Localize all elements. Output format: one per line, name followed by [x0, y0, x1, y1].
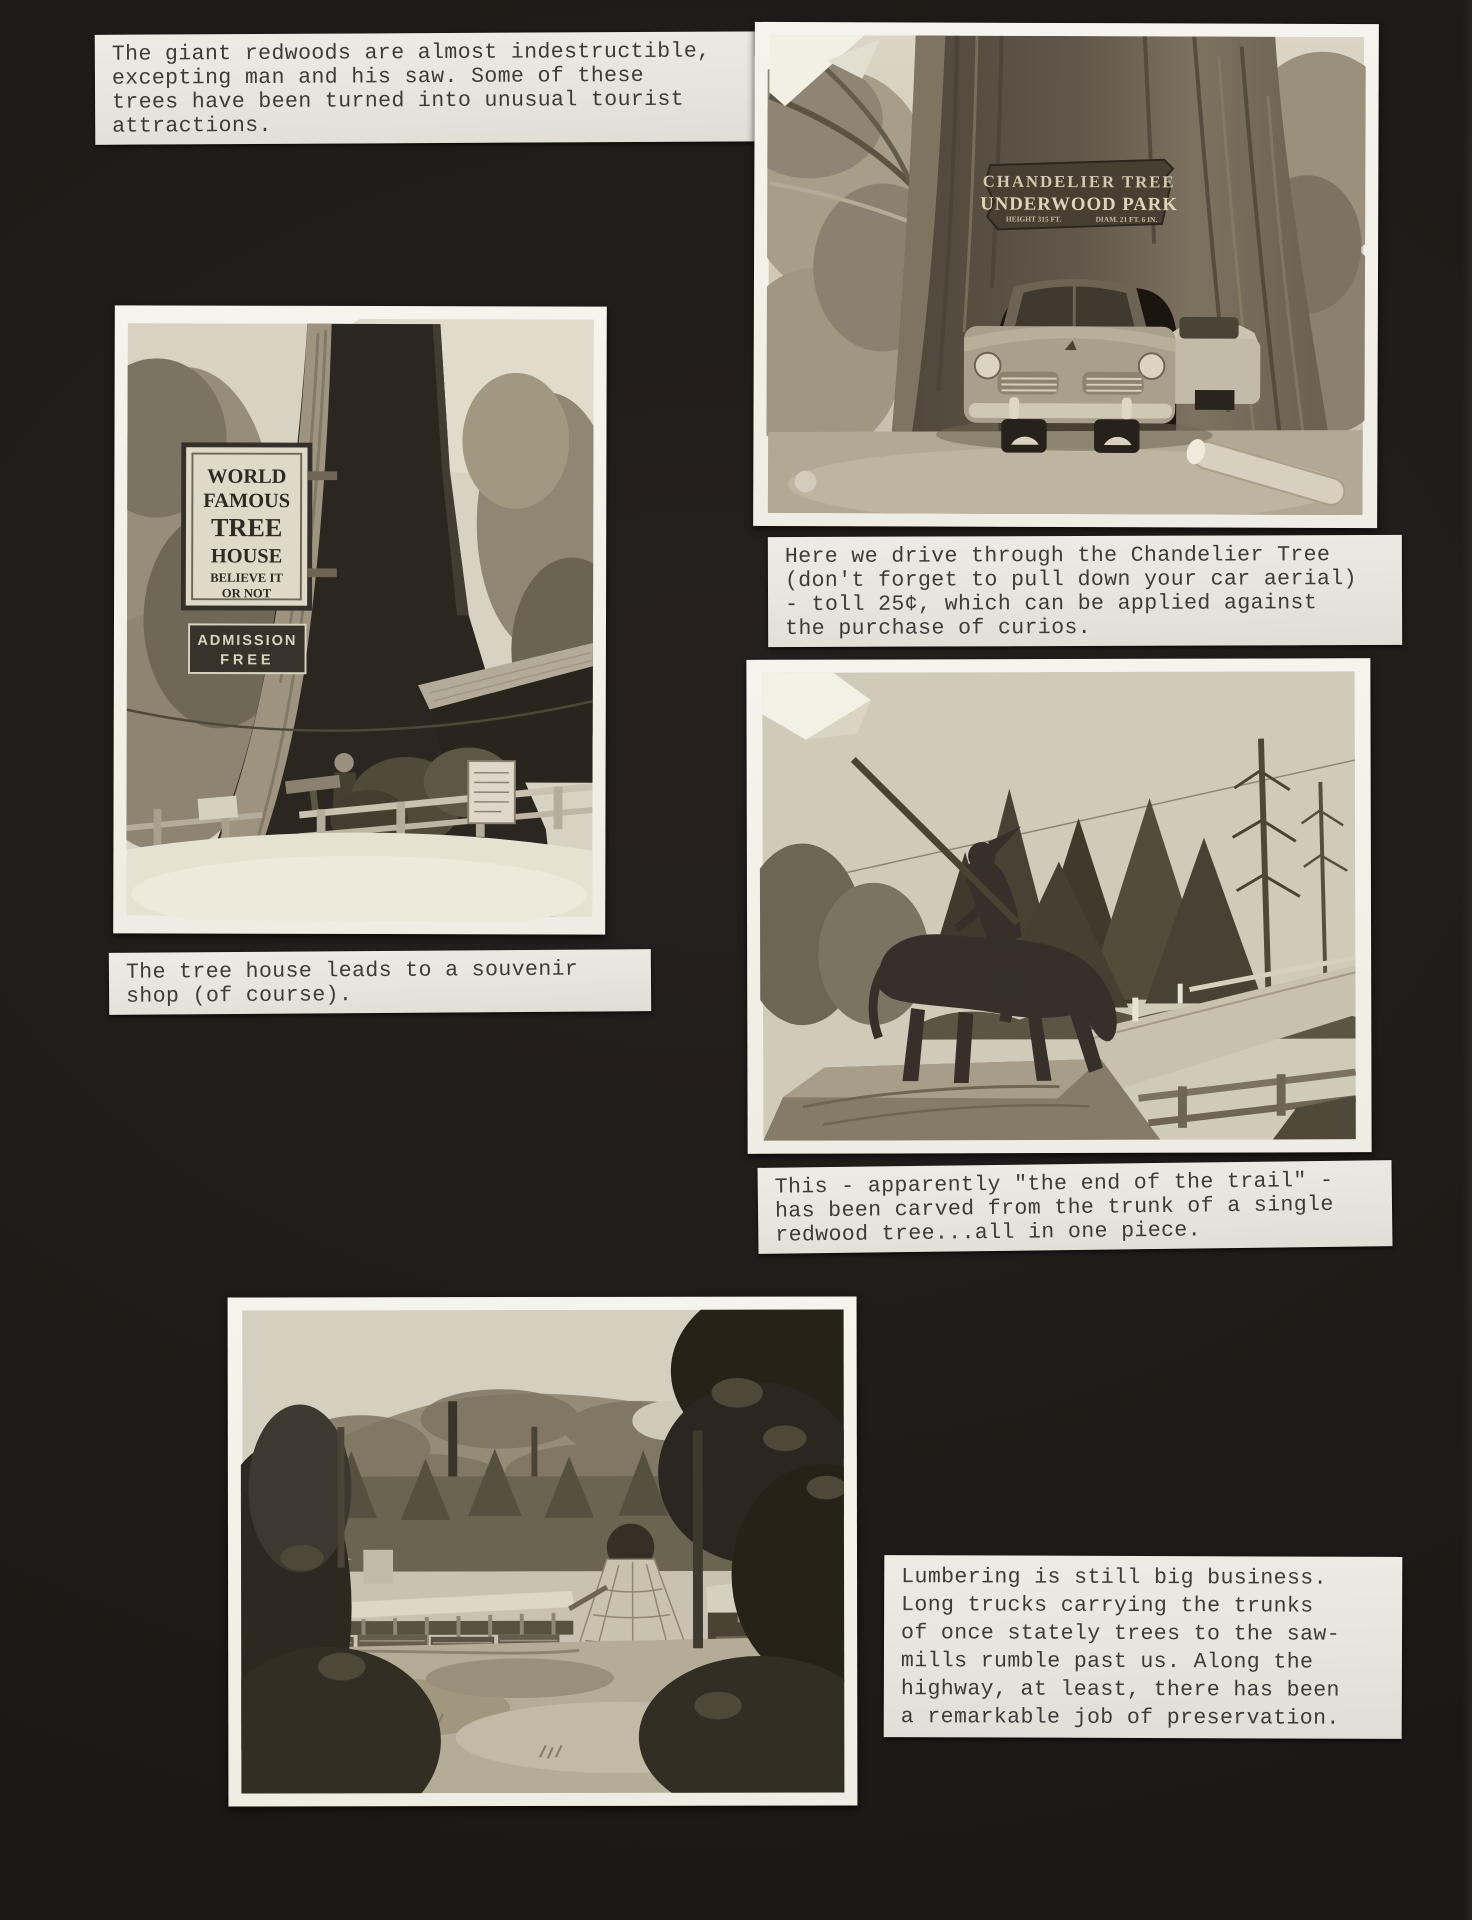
caption-tree-house-text: The tree house leads to a souvenir shop (of course). — [125, 957, 579, 1009]
sign-line-4: HOUSE — [210, 545, 283, 568]
chandelier-tree-scene — [766, 35, 1366, 515]
sign-line-5: BELIEVE IT — [210, 570, 283, 585]
caption-lumbering-text: Lumbering is still big business. Long trucks carrying the trunks of once stately trees to the saw- mills rumble past us. Along the highway, at least, there has been a remarkable job of preservation. — [900, 1565, 1341, 1731]
photo-lumber-mill — [228, 1296, 858, 1806]
caption-chandelier-text: Here we drive through the Chandelier Tree (don't forget to pull down your car aerial) - toll 25¢, which can be applied against the purchase of curios. — [784, 543, 1358, 642]
lumber-mill-scene — [241, 1309, 845, 1793]
caption-intro — [95, 31, 790, 145]
notice-sign — [468, 761, 515, 823]
caption-end-of-trail — [757, 1160, 1392, 1254]
tree-house-scene — [126, 318, 594, 921]
sign-line-6: OR NOT — [221, 586, 272, 601]
caption-tree-house — [109, 949, 651, 1015]
chandelier-tree-sign — [980, 159, 1178, 230]
small-plaque — [198, 796, 239, 821]
caption-chandelier — [768, 535, 1402, 647]
photo-tree-house — [113, 305, 607, 934]
admission-line-2: FREE — [220, 652, 275, 669]
sign-line-1: WORLD — [207, 465, 287, 488]
sign-line-3: TREE — [210, 513, 283, 543]
sign-line-2: UNDERWOOD PARK — [980, 193, 1178, 216]
caption-lumbering — [884, 1555, 1403, 1739]
photo-end-of-trail — [746, 658, 1371, 1154]
photo-chandelier-tree — [753, 22, 1379, 528]
admission-line-1: ADMISSION — [197, 632, 298, 650]
stone — [795, 471, 817, 493]
caption-end-of-trail-text: This - apparently "the end of the trail" - has been carved from the trunk of a single redwood tree...all in one piece. — [774, 1168, 1334, 1248]
second-car — [1161, 317, 1260, 410]
sign-line-1: CHANDELIER TREE — [982, 171, 1176, 192]
sign-detail-left: HEIGHT 315 FT. — [1005, 214, 1062, 224]
end-of-trail-scene — [759, 671, 1358, 1141]
admission-free-sign — [189, 624, 306, 673]
sign-detail-right: DIAM. 21 FT. 6 IN. — [1095, 214, 1158, 224]
sign-line-2: FAMOUS — [203, 489, 291, 513]
caption-intro-text: The giant redwoods are almost indestructible, excepting man and his saw. Some of these trees have been turned into unusual tourist attractions. — [111, 39, 711, 139]
